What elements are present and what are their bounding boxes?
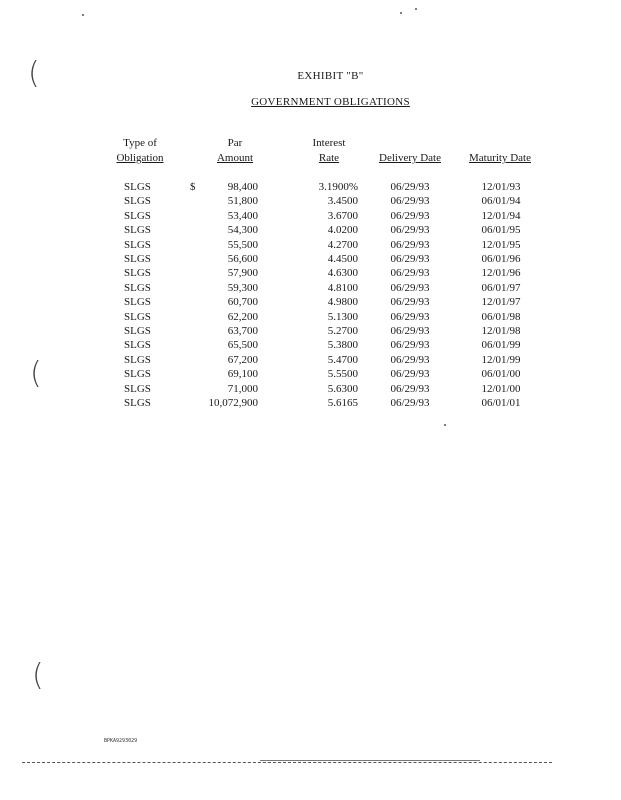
scan-speck xyxy=(444,424,446,426)
cell-par-amount: 62,200 xyxy=(227,310,258,323)
cell-interest-rate: 4.8100 xyxy=(327,281,358,294)
cell-par-amount: 10,072,900 xyxy=(208,397,258,409)
header-par-line1: Par xyxy=(227,137,243,149)
cell-delivery-date: 06/29/93 xyxy=(390,310,430,323)
cell-type: SLGS xyxy=(124,195,151,208)
punch-hole-mark-top: ( xyxy=(28,56,40,91)
cell-interest-rate: 5.6300 xyxy=(327,382,358,395)
header-delivery xyxy=(368,136,452,166)
cell-maturity-date: 06/01/01 xyxy=(481,397,521,409)
cell-maturity-date: 12/01/95 xyxy=(481,238,521,251)
table-row xyxy=(0,223,621,237)
cell-delivery-date: 06/29/93 xyxy=(390,325,430,337)
cell-par-amount: 53,400 xyxy=(227,209,258,222)
cell-par-amount: 54,300 xyxy=(227,224,258,237)
table-row xyxy=(0,396,621,410)
cell-delivery-date: 06/29/93 xyxy=(390,224,430,237)
cell-type: SLGS xyxy=(124,181,151,193)
cell-par-amount: 59,300 xyxy=(227,281,258,294)
cell-delivery-date: 06/29/93 xyxy=(390,267,430,280)
cell-type: SLGS xyxy=(124,368,151,381)
cell-maturity-date: 12/01/99 xyxy=(481,353,521,366)
cell-delivery-date: 06/29/93 xyxy=(390,238,430,251)
scan-speck xyxy=(415,8,417,10)
cell-interest-rate: 4.0200 xyxy=(327,224,358,237)
cell-interest-rate: 5.4700 xyxy=(327,353,358,366)
cell-delivery-date: 06/29/93 xyxy=(390,281,430,294)
cell-par-amount: 63,700 xyxy=(227,325,258,337)
cell-maturity-date: 12/01/94 xyxy=(481,209,521,222)
cell-par-amount: 55,500 xyxy=(227,238,258,251)
cell-type: SLGS xyxy=(124,253,151,265)
scan-edge-line xyxy=(260,760,480,761)
cell-par-amount: 56,600 xyxy=(227,253,258,265)
cell-par-amount: 67,200 xyxy=(227,353,258,366)
cell-interest-rate: 4.4500 xyxy=(327,253,358,265)
cell-maturity-date: 06/01/99 xyxy=(481,339,521,352)
cell-delivery-date: 06/29/93 xyxy=(390,195,430,208)
cell-interest-rate: 4.9800 xyxy=(327,296,358,309)
cell-interest-rate: 5.6165 xyxy=(327,397,358,409)
cell-interest-rate: 5.5500 xyxy=(327,368,358,381)
scan-speck xyxy=(400,12,402,14)
punch-hole-mark-middle: ( xyxy=(30,356,42,391)
bates-number: BPKA9293029 xyxy=(104,738,138,744)
section-title: GOVERNMENT OBLIGATIONS xyxy=(251,96,410,108)
header-maturity xyxy=(458,136,542,166)
table-row xyxy=(0,310,621,324)
cell-type: SLGS xyxy=(124,339,151,352)
punch-hole-mark-bottom: ( xyxy=(32,658,44,693)
table-row xyxy=(0,295,621,309)
cell-par-amount: 65,500 xyxy=(227,339,258,352)
cell-type: SLGS xyxy=(124,296,151,309)
cell-type: SLGS xyxy=(124,238,151,251)
table-row xyxy=(0,324,621,338)
exhibit-title: EXHIBIT "B" xyxy=(297,70,364,82)
cell-type: SLGS xyxy=(124,382,151,395)
cell-interest-rate: 5.2700 xyxy=(327,325,358,337)
cell-type: SLGS xyxy=(124,397,151,409)
header-type-line2: Obligation xyxy=(116,152,164,164)
table-row xyxy=(0,382,621,396)
cell-par-amount: 98,400 xyxy=(227,181,258,193)
cell-delivery-date: 06/29/93 xyxy=(390,382,430,395)
cell-interest-rate: 3.4500 xyxy=(327,195,358,208)
cell-delivery-date: 06/29/93 xyxy=(390,181,430,193)
table-row xyxy=(0,338,621,352)
cell-par-amount: 69,100 xyxy=(227,368,258,381)
table-row xyxy=(0,367,621,381)
header-type-line1: Type of xyxy=(123,137,157,149)
cell-maturity-date: 06/01/97 xyxy=(481,281,521,294)
table-row xyxy=(0,180,621,194)
table-row xyxy=(0,266,621,280)
cell-maturity-date: 06/01/98 xyxy=(481,310,521,323)
cell-delivery-date: 06/29/93 xyxy=(390,353,430,366)
header-rate-line1: Interest xyxy=(312,137,346,149)
cell-type: SLGS xyxy=(124,353,151,366)
cell-interest-rate: 5.1300 xyxy=(327,310,358,323)
cell-maturity-date: 12/01/96 xyxy=(481,267,521,280)
cell-interest-rate: 5.3800 xyxy=(327,339,358,352)
cell-interest-rate: 3.1900% xyxy=(318,181,358,193)
header-maturity-line1 xyxy=(458,136,542,151)
header-type xyxy=(104,136,176,166)
scan-edge-dashed-line xyxy=(22,762,552,763)
cell-par-amount: 71,000 xyxy=(227,382,258,395)
table-row xyxy=(0,281,621,295)
header-delivery-line2: Delivery Date xyxy=(379,152,441,164)
header-delivery-line1 xyxy=(368,136,452,151)
cell-maturity-date: 12/01/97 xyxy=(481,296,521,309)
cell-par-amount: 57,900 xyxy=(227,267,258,280)
cell-type: SLGS xyxy=(124,281,151,294)
cell-maturity-date: 12/01/98 xyxy=(481,325,521,337)
cell-maturity-date: 06/01/96 xyxy=(481,253,521,265)
table-row xyxy=(0,252,621,266)
cell-par-amount: 51,800 xyxy=(227,195,258,208)
currency-symbol: $ xyxy=(190,181,196,193)
cell-maturity-date: 06/01/94 xyxy=(481,195,521,208)
table-row xyxy=(0,353,621,367)
cell-maturity-date: 12/01/93 xyxy=(481,181,521,193)
cell-delivery-date: 06/29/93 xyxy=(390,253,430,265)
cell-delivery-date: 06/29/93 xyxy=(390,209,430,222)
table-row xyxy=(0,238,621,252)
cell-interest-rate: 4.6300 xyxy=(327,267,358,280)
cell-delivery-date: 06/29/93 xyxy=(390,397,430,409)
cell-type: SLGS xyxy=(124,310,151,323)
cell-maturity-date: 06/01/00 xyxy=(481,368,521,381)
cell-delivery-date: 06/29/93 xyxy=(390,339,430,352)
cell-type: SLGS xyxy=(124,267,151,280)
table-row xyxy=(0,209,621,223)
cell-delivery-date: 06/29/93 xyxy=(390,296,430,309)
cell-type: SLGS xyxy=(124,325,151,337)
cell-maturity-date: 12/01/00 xyxy=(481,382,521,395)
header-rate xyxy=(294,136,364,166)
header-par-line2: Amount xyxy=(216,152,254,164)
cell-interest-rate: 4.2700 xyxy=(327,238,358,251)
cell-type: SLGS xyxy=(124,209,151,222)
header-maturity-line2: Maturity Date xyxy=(468,152,531,164)
header-rate-line2: Rate xyxy=(318,152,340,164)
cell-par-amount: 60,700 xyxy=(227,296,258,309)
cell-type: SLGS xyxy=(124,224,151,237)
header-par xyxy=(200,136,270,166)
cell-delivery-date: 06/29/93 xyxy=(390,368,430,381)
table-row xyxy=(0,194,621,208)
scan-speck xyxy=(82,14,84,16)
cell-maturity-date: 06/01/95 xyxy=(481,224,521,237)
cell-interest-rate: 3.6700 xyxy=(327,209,358,222)
